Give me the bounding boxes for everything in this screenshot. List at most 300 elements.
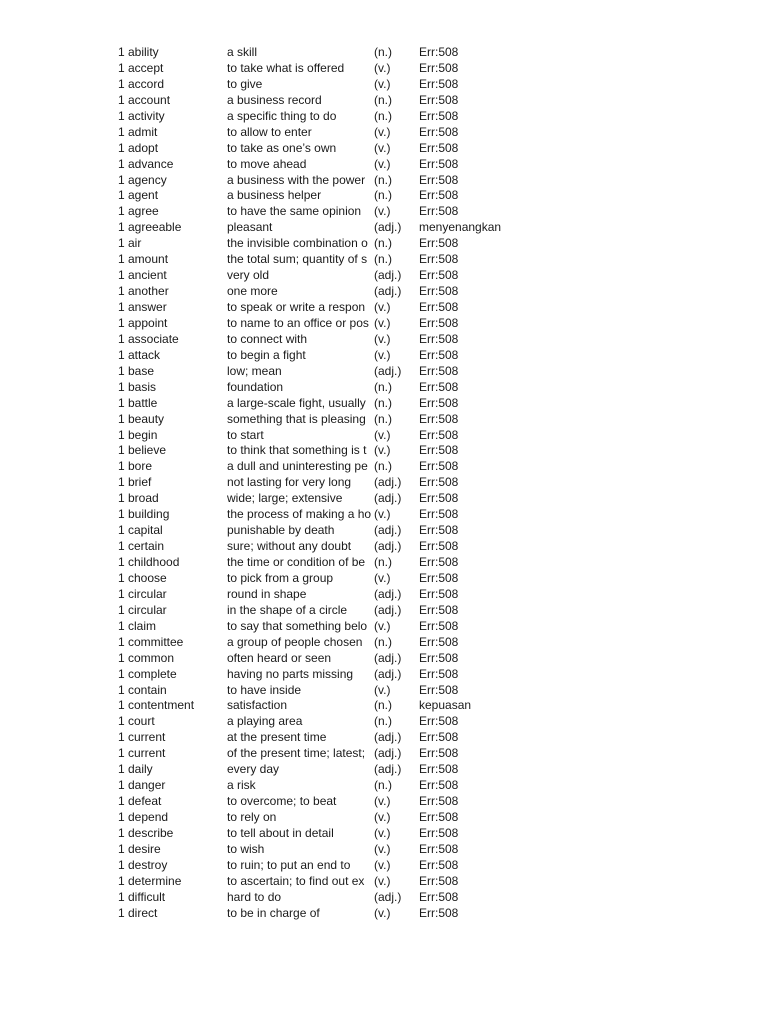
row-word: answer (128, 300, 167, 314)
row-part-of-speech: (v.) (374, 794, 391, 809)
row-definition: to rely on (227, 810, 277, 824)
row-translation: Err:508 (419, 284, 459, 299)
table-row (0, 730, 768, 746)
row-definition: a business record (227, 92, 322, 107)
row-part-of-speech: (v.) (374, 618, 391, 633)
table-row (0, 555, 768, 571)
row-number: 1 (118, 762, 125, 777)
row-word: current (128, 730, 166, 745)
row-definition: a dull and uninteresting pe (227, 459, 368, 474)
row-number: 1 (118, 124, 125, 139)
row-translation: Err:508 (419, 331, 459, 346)
row-word: air (128, 236, 142, 251)
row-number: 1 (118, 363, 125, 378)
row-definition: round in shape (227, 586, 307, 601)
table-row (0, 284, 768, 300)
row-definition: in the shape of a circle (227, 602, 348, 617)
table-row (0, 236, 768, 252)
row-number: 1 (118, 539, 125, 554)
table-row (0, 348, 768, 364)
row-word: agent (128, 188, 159, 203)
row-word: contentment (128, 698, 195, 713)
table-row (0, 714, 768, 730)
row-definition: of the present time; latest; (227, 746, 366, 761)
row-word: danger (128, 778, 166, 793)
row-definition: to have the same opinion (227, 204, 362, 219)
row-part-of-speech: (adj.) (374, 220, 402, 235)
row-definition: a business with the power (227, 172, 366, 187)
row-translation: Err:508 (419, 682, 459, 697)
row-number: 1 (118, 204, 125, 219)
row-part-of-speech: (v.) (374, 300, 391, 314)
row-number: 1 (118, 570, 125, 585)
row-word: common (128, 650, 175, 665)
row-word: brief (128, 475, 152, 490)
row-definition: to tell about in detail (227, 825, 334, 840)
row-definition: the total sum; quantity of s (227, 252, 368, 267)
row-part-of-speech: (v.) (374, 124, 391, 139)
row-word: activity (128, 108, 165, 123)
row-number: 1 (118, 491, 125, 506)
table-row (0, 109, 768, 125)
row-number: 1 (118, 395, 125, 410)
row-number: 1 (118, 108, 125, 123)
row-translation: Err:508 (419, 236, 459, 251)
row-translation: Err:508 (419, 602, 459, 617)
row-number: 1 (118, 188, 125, 203)
row-part-of-speech: (v.) (374, 60, 391, 75)
row-part-of-speech: (n.) (374, 634, 392, 649)
table-row (0, 491, 768, 507)
row-definition: a specific thing to do (227, 108, 337, 123)
row-number: 1 (118, 586, 125, 601)
row-part-of-speech: (v.) (374, 825, 391, 840)
row-part-of-speech: (n.) (374, 172, 392, 187)
row-translation: Err:508 (419, 873, 459, 888)
row-part-of-speech: (adj.) (374, 730, 402, 745)
table-row (0, 635, 768, 651)
row-number: 1 (118, 650, 125, 665)
row-number: 1 (118, 841, 125, 856)
row-word: battle (128, 395, 158, 410)
table-row (0, 316, 768, 332)
table-row (0, 77, 768, 93)
row-word: amount (128, 252, 169, 267)
row-word: associate (128, 331, 179, 346)
table-row (0, 746, 768, 762)
row-definition: to think that something is t (227, 443, 367, 458)
row-word: account (128, 92, 171, 107)
row-definition: foundation (227, 379, 284, 394)
row-part-of-speech: (n.) (374, 108, 392, 123)
row-part-of-speech: (adj.) (374, 602, 402, 617)
table-row (0, 587, 768, 603)
row-part-of-speech: (adj.) (374, 475, 402, 490)
row-translation: Err:508 (419, 204, 459, 219)
row-word: beauty (128, 411, 165, 426)
row-word: base (128, 363, 155, 378)
row-part-of-speech: (v.) (374, 905, 391, 920)
row-part-of-speech: (n.) (374, 45, 392, 59)
row-translation: kepuasan (419, 698, 472, 713)
row-translation: Err:508 (419, 618, 459, 633)
table-row (0, 603, 768, 619)
row-part-of-speech: (adj.) (374, 284, 402, 299)
row-definition: to connect with (227, 331, 308, 346)
row-definition: not lasting for very long (227, 475, 352, 490)
row-number: 1 (118, 889, 125, 904)
row-number: 1 (118, 714, 125, 729)
row-word: basis (128, 379, 157, 394)
row-translation: Err:508 (419, 459, 459, 474)
row-translation: Err:508 (419, 92, 459, 107)
row-number: 1 (118, 156, 125, 171)
row-part-of-speech: (v.) (374, 841, 391, 856)
row-translation: Err:508 (419, 379, 459, 394)
row-number: 1 (118, 76, 125, 91)
row-definition: a large-scale fight, usually (227, 395, 366, 410)
row-part-of-speech: (v.) (374, 570, 391, 585)
row-definition: a skill (227, 45, 258, 59)
row-translation: Err:508 (419, 905, 459, 920)
row-number: 1 (118, 778, 125, 793)
row-word: childhood (128, 555, 180, 569)
row-translation: Err:508 (419, 411, 459, 426)
row-part-of-speech: (n.) (374, 379, 392, 394)
row-part-of-speech: (n.) (374, 698, 392, 713)
row-part-of-speech: (n.) (374, 411, 392, 426)
row-number: 1 (118, 666, 125, 681)
row-number: 1 (118, 905, 125, 920)
table-row (0, 826, 768, 842)
row-translation: Err:508 (419, 315, 459, 330)
row-word: believe (128, 443, 167, 458)
row-word: attack (128, 347, 161, 362)
row-definition: to say that something belo (227, 618, 368, 633)
row-part-of-speech: (adj.) (374, 523, 402, 538)
row-number: 1 (118, 475, 125, 490)
row-translation: Err:508 (419, 794, 459, 809)
row-number: 1 (118, 172, 125, 187)
row-number: 1 (118, 220, 125, 235)
table-row (0, 443, 768, 459)
row-word: committee (128, 634, 184, 649)
row-part-of-speech: (v.) (374, 810, 391, 824)
row-translation: Err:508 (419, 857, 459, 872)
row-definition: often heard or seen (227, 650, 332, 665)
row-definition: to pick from a group (227, 570, 334, 585)
table-row (0, 45, 768, 61)
row-number: 1 (118, 634, 125, 649)
row-number: 1 (118, 523, 125, 538)
row-word: agency (128, 172, 167, 187)
table-row (0, 220, 768, 236)
row-translation: Err:508 (419, 60, 459, 75)
row-word: describe (128, 825, 174, 840)
row-word: accord (128, 76, 165, 91)
row-part-of-speech: (v.) (374, 204, 391, 219)
table-row (0, 810, 768, 826)
row-part-of-speech: (v.) (374, 443, 391, 458)
row-definition: to name to an office or pos (227, 315, 369, 330)
row-part-of-speech: (adj.) (374, 762, 402, 777)
row-part-of-speech: (n.) (374, 188, 392, 203)
row-part-of-speech: (v.) (374, 427, 391, 442)
row-translation: Err:508 (419, 124, 459, 139)
table-row (0, 683, 768, 699)
row-word: court (128, 714, 155, 729)
table-row (0, 93, 768, 109)
row-translation: Err:508 (419, 156, 459, 171)
row-word: admit (128, 124, 158, 139)
row-word: destroy (128, 857, 168, 872)
row-definition: a risk (227, 778, 256, 793)
row-translation: Err:508 (419, 300, 459, 314)
table-row (0, 428, 768, 444)
row-translation: Err:508 (419, 778, 459, 793)
row-part-of-speech: (v.) (374, 331, 391, 346)
table-row (0, 794, 768, 810)
row-definition: to overcome; to beat (227, 794, 337, 809)
table-row (0, 667, 768, 683)
row-word: contain (128, 682, 167, 697)
row-translation: Err:508 (419, 252, 459, 267)
row-translation: Err:508 (419, 762, 459, 777)
row-part-of-speech: (v.) (374, 873, 391, 888)
row-number: 1 (118, 825, 125, 840)
row-part-of-speech: (n.) (374, 92, 392, 107)
table-row (0, 858, 768, 874)
row-translation: Err:508 (419, 570, 459, 585)
row-word: daily (128, 762, 153, 777)
row-translation: Err:508 (419, 746, 459, 761)
row-number: 1 (118, 443, 125, 458)
table-row (0, 380, 768, 396)
row-word: difficult (128, 889, 166, 904)
row-translation: Err:508 (419, 427, 459, 442)
row-part-of-speech: (adj.) (374, 666, 402, 681)
row-translation: Err:508 (419, 188, 459, 203)
row-word: desire (128, 841, 161, 856)
row-translation: Err:508 (419, 650, 459, 665)
row-translation: menyenangkan (419, 220, 502, 235)
table-row (0, 762, 768, 778)
row-part-of-speech: (v.) (374, 347, 391, 362)
row-word: certain (128, 539, 165, 554)
table-row (0, 412, 768, 428)
row-part-of-speech: (v.) (374, 507, 391, 522)
row-number: 1 (118, 284, 125, 299)
row-word: direct (128, 905, 158, 920)
row-definition: to have inside (227, 682, 302, 697)
row-part-of-speech: (n.) (374, 252, 392, 267)
row-number: 1 (118, 746, 125, 761)
row-number: 1 (118, 459, 125, 474)
row-part-of-speech: (adj.) (374, 889, 402, 904)
row-translation: Err:508 (419, 443, 459, 458)
row-number: 1 (118, 379, 125, 394)
row-word: advance (128, 156, 174, 171)
row-word: claim (128, 618, 157, 633)
row-word: ability (128, 45, 159, 59)
row-translation: Err:508 (419, 841, 459, 856)
table-row (0, 188, 768, 204)
row-number: 1 (118, 315, 125, 330)
row-part-of-speech: (adj.) (374, 363, 402, 378)
row-translation: Err:508 (419, 586, 459, 601)
row-part-of-speech: (n.) (374, 778, 392, 793)
row-translation: Err:508 (419, 347, 459, 362)
row-number: 1 (118, 300, 125, 314)
table-row (0, 619, 768, 635)
row-word: agree (128, 204, 159, 219)
row-number: 1 (118, 45, 125, 59)
table-row (0, 141, 768, 157)
row-word: ancient (128, 268, 167, 283)
row-number: 1 (118, 618, 125, 633)
row-definition: to take what is offered (227, 60, 345, 75)
row-translation: Err:508 (419, 140, 459, 155)
table-row (0, 204, 768, 220)
row-definition: to ascertain; to find out ex (227, 873, 365, 888)
row-translation: Err:508 (419, 363, 459, 378)
row-number: 1 (118, 794, 125, 809)
row-definition: at the present time (227, 730, 327, 745)
table-row (0, 507, 768, 523)
row-definition: very old (227, 268, 270, 283)
row-definition: low; mean (227, 363, 282, 378)
row-part-of-speech: (n.) (374, 555, 392, 569)
row-translation: Err:508 (419, 555, 459, 569)
row-number: 1 (118, 92, 125, 107)
row-definition: pleasant (227, 220, 273, 235)
row-definition: wide; large; extensive (227, 491, 343, 506)
row-translation: Err:508 (419, 475, 459, 490)
table-row (0, 651, 768, 667)
row-part-of-speech: (adj.) (374, 539, 402, 554)
row-translation: Err:508 (419, 714, 459, 729)
row-word: complete (128, 666, 177, 681)
row-part-of-speech: (n.) (374, 395, 392, 410)
row-word: defeat (128, 794, 162, 809)
row-definition: to begin a fight (227, 347, 306, 362)
row-definition: something that is pleasing (227, 411, 366, 426)
row-word: choose (128, 570, 167, 585)
row-translation: Err:508 (419, 523, 459, 538)
row-number: 1 (118, 347, 125, 362)
table-row (0, 332, 768, 348)
table-row (0, 364, 768, 380)
row-number: 1 (118, 555, 125, 569)
row-word: broad (128, 491, 159, 506)
row-number: 1 (118, 810, 125, 824)
table-row (0, 459, 768, 475)
table-row (0, 268, 768, 284)
row-definition: to take as one’s own (227, 140, 337, 155)
row-number: 1 (118, 331, 125, 346)
row-definition: satisfaction (227, 698, 288, 713)
row-number: 1 (118, 236, 125, 251)
row-definition: sure; without any doubt (227, 539, 352, 554)
table-row (0, 539, 768, 555)
table-row (0, 252, 768, 268)
table-row (0, 396, 768, 412)
row-translation: Err:508 (419, 172, 459, 187)
row-definition: to be in charge of (227, 905, 320, 920)
table-row (0, 173, 768, 189)
row-definition: to speak or write a respon (227, 300, 366, 314)
row-part-of-speech: (v.) (374, 857, 391, 872)
row-number: 1 (118, 427, 125, 442)
row-number: 1 (118, 268, 125, 283)
row-part-of-speech: (v.) (374, 682, 391, 697)
row-number: 1 (118, 507, 125, 522)
table-row (0, 125, 768, 141)
row-word: accept (128, 60, 164, 75)
table-row (0, 157, 768, 173)
row-number: 1 (118, 698, 125, 713)
row-definition: one more (227, 284, 278, 299)
row-part-of-speech: (n.) (374, 459, 392, 474)
row-word: appoint (128, 315, 168, 330)
row-number: 1 (118, 60, 125, 75)
table-row (0, 571, 768, 587)
row-word: circular (128, 586, 167, 601)
row-definition: to give (227, 76, 263, 91)
row-part-of-speech: (adj.) (374, 491, 402, 506)
row-definition: a playing area (227, 714, 303, 729)
table-row (0, 842, 768, 858)
row-word: another (128, 284, 169, 299)
table-row (0, 523, 768, 539)
row-number: 1 (118, 857, 125, 872)
row-number: 1 (118, 730, 125, 745)
row-part-of-speech: (adj.) (374, 586, 402, 601)
row-definition: the invisible combination o (227, 236, 368, 251)
row-part-of-speech: (adj.) (374, 268, 402, 283)
row-definition: to start (227, 427, 264, 442)
row-word: bore (128, 459, 153, 474)
row-number: 1 (118, 602, 125, 617)
row-number: 1 (118, 140, 125, 155)
table-row (0, 475, 768, 491)
row-definition: to ruin; to put an end to (227, 857, 351, 872)
table-row (0, 890, 768, 906)
row-number: 1 (118, 411, 125, 426)
row-translation: Err:508 (419, 268, 459, 283)
row-definition: every day (227, 762, 280, 777)
row-translation: Err:508 (419, 76, 459, 91)
table-row (0, 61, 768, 77)
row-definition: the time or condition of be (227, 555, 366, 569)
table-row (0, 778, 768, 794)
row-translation: Err:508 (419, 491, 459, 506)
row-definition: punishable by death (227, 523, 335, 538)
row-definition: to move ahead (227, 156, 307, 171)
row-part-of-speech: (n.) (374, 236, 392, 251)
row-word: capital (128, 523, 163, 538)
row-definition: to wish (227, 841, 265, 856)
table-row (0, 300, 768, 316)
table-row (0, 698, 768, 714)
row-part-of-speech: (n.) (374, 714, 392, 729)
row-part-of-speech: (v.) (374, 76, 391, 91)
row-translation: Err:508 (419, 507, 459, 522)
row-number: 1 (118, 682, 125, 697)
row-part-of-speech: (adj.) (374, 650, 402, 665)
table-row (0, 874, 768, 890)
row-word: depend (128, 810, 169, 824)
